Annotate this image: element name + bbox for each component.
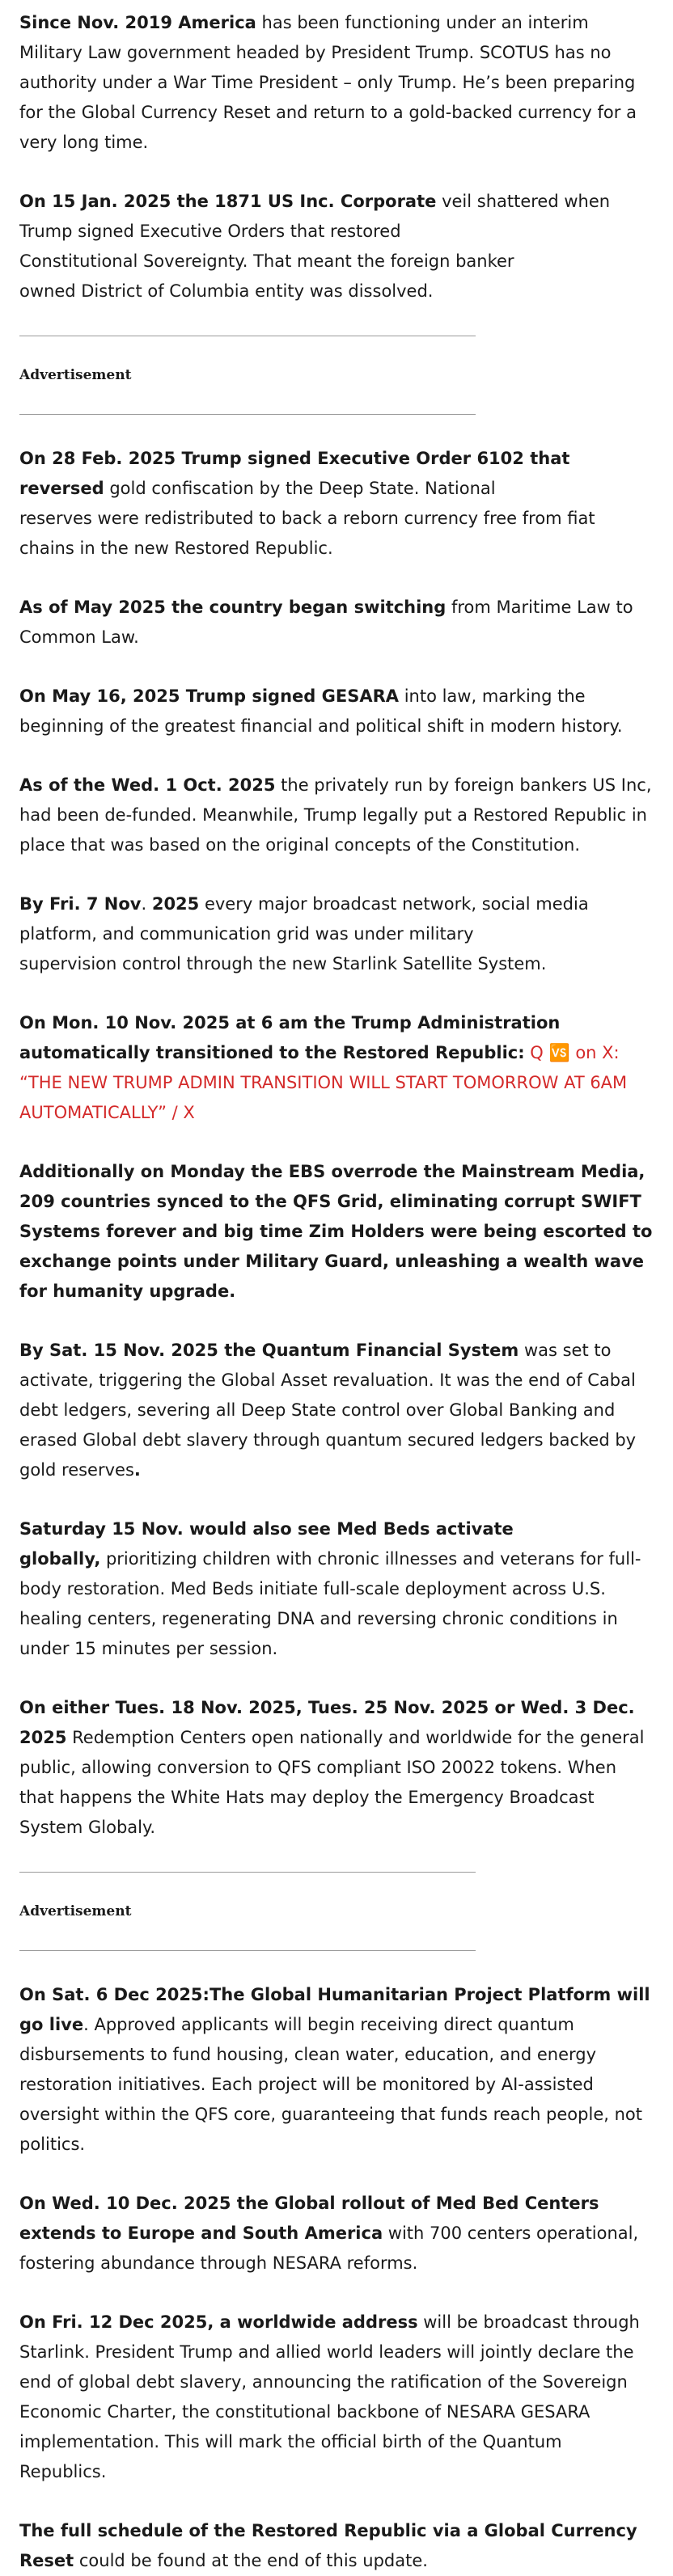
paragraph-15: On Fri. 12 Dec 2025, a worldwide address will be broadcast through Starlink. President Trump and allied world leaders will jointly declare the end of global debt slavery, announcing the ratification of the Sovereign Economic Charter, the constitutional backbone of NESARA GESARA implementation. This will mark the official birth of the Quantum Republics. xyxy=(19,2312,640,2481)
divider xyxy=(19,414,476,415)
advertisement-block-2 xyxy=(19,1872,654,1951)
paragraph-13: On Sat. 6 Dec 2025:The Global Humanitarian Project Platform will go live. Approved applicants will begin receiving direct quantum disbursements to fund housing, clean water, education, and energy restoration initiatives. Each project will be monitored by AI-assisted oversight within the QFS core, guaranteeing that funds reach people, not politics. xyxy=(19,1985,650,2154)
paragraph-12: On either Tues. 18 Nov. 2025, Tues. 25 Nov. 2025 or Wed. 3 Dec. 2025 Redemption Centers open nationally and worldwide for the general public, allowing conversion to QFS compliant ISO 20022 tokens. When that happens the White Hats may deploy the Emergency Broadcast System Globaly. xyxy=(19,1698,645,1837)
paragraph-7: By Fri. 7 Nov. 2025 every major broadcast network, social media platform, and communication grid was under military supervision control through the new Starlink Satellite System. xyxy=(19,894,589,973)
paragraph-1: Since Nov. 2019 America has been functioning under an interim Military Law government headed by President Trump. SCOTUS has no authority under a War Time President – only Trump. He’s been preparing for the Global Currency Reset and return to a gold-backed currency for a very long time. xyxy=(19,13,637,152)
paragraph-5: On May 16, 2025 Trump signed GESARA into law, marking the beginning of the greatest financial and political shift in modern history. xyxy=(19,686,623,736)
paragraph-14: On Wed. 10 Dec. 2025 the Global rollout of Med Bed Centers extends to Europe and South America with 700 centers operational, fostering abundance through NESARA reforms. xyxy=(19,2194,639,2273)
paragraph-4: As of May 2025 the country began switching from Maritime Law to Common Law. xyxy=(19,598,633,647)
divider xyxy=(19,1950,476,1951)
divider xyxy=(19,1872,476,1873)
paragraph-8: On Mon. 10 Nov. 2025 at 6 am the Trump Administration automatically transitioned to the Restored Republic: Q 🆚 on X: “THE NEW TRUMP ADMIN TRANSITION WILL START TOMORROW AT 6AM AUTOMATICALLY” / X xyxy=(19,1013,628,1122)
paragraph-10: By Sat. 15 Nov. 2025 the Quantum Financial System was set to activate, triggering the Global Asset revaluation. It was the end of Cabal debt ledgers, severing all Deep State control over Global Banking and erased Global debt slavery through quantum secured ledgers backed by gold reserves. xyxy=(19,1341,637,1480)
paragraph-2: On 15 Jan. 2025 the 1871 US Inc. Corporate veil shattered when Trump signed Executive Orders that restored Constitutional Sovereignty. That meant the foreign banker owned District of Columbia entity was dissolved. xyxy=(19,192,611,301)
paragraph-3: On 28 Feb. 2025 Trump signed Executive Order 6102 that reversed gold confiscation by the Deep State. National reserves were redistributed to back a reborn currency free from fiat chains in the new Restored Republic. xyxy=(19,449,595,558)
x-post-link[interactable]: Q 🆚 on X: “THE NEW TRUMP ADMIN TRANSITION WILL START TOMORROW AT 6AM AUTOMATICALLY” / X xyxy=(19,1043,628,1122)
advertisement-block-1 xyxy=(19,336,654,415)
paragraph-11: Saturday 15 Nov. would also see Med Beds activate globally, prioritizing children with chronic illnesses and veterans for full-body restoration. Med Beds initiate full-scale deployment across U.S. healing centers, regenerating DNA and reversing chronic conditions in under 15 minutes per session. xyxy=(19,1519,641,1658)
advertisement-label: Advertisement xyxy=(19,1903,132,1919)
paragraph-16: The full schedule of the Restored Republic via a Global Currency Reset could be found at the end of this update. xyxy=(19,2521,637,2570)
paragraph-9: Additionally on Monday the EBS overrode the Mainstream Media, 209 countries synced to the QFS Grid, eliminating corrupt SWIFT Systems forever and big time Zim Holders were being escorted to exchange points under Military Guard, unleashing a wealth wave for humanity upgrade. xyxy=(19,1162,653,1301)
paragraph-6: As of the Wed. 1 Oct. 2025 the privately run by foreign bankers US Inc, had been de-funded. Meanwhile, Trump legally put a Restored Republic in place that was based on the original concepts of the Constitution. xyxy=(19,775,652,855)
advertisement-label: Advertisement xyxy=(19,367,132,383)
